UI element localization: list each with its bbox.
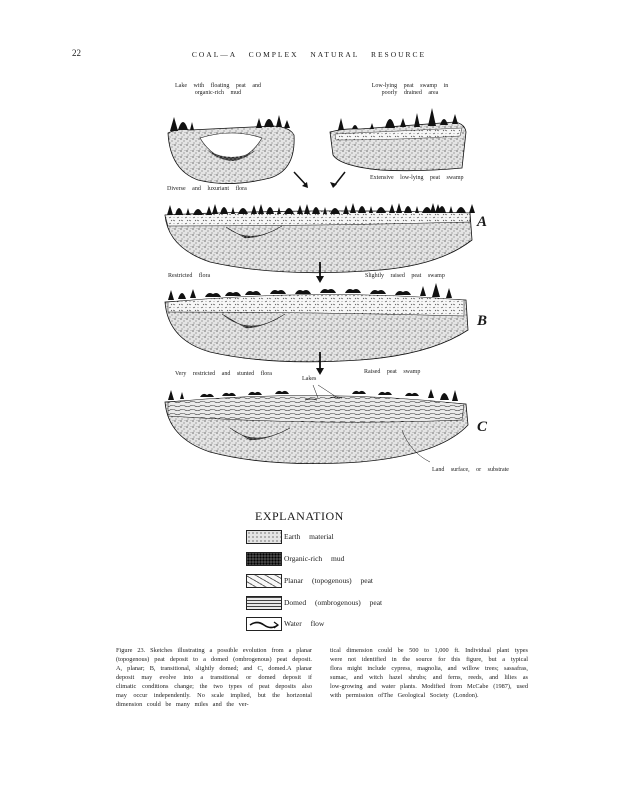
label-low-lying-swamp: Low-lying peat swamp in poorly drained area xyxy=(371,83,449,96)
label-very-restricted: Very restricted and stunted flora xyxy=(175,371,272,377)
earth-swatch xyxy=(246,530,282,544)
label-extensive-swamp: Extensive low-lying peat swamp xyxy=(370,175,464,181)
figure-caption-left: Figure 23. Sketches illustrating a possible evolution from a planar (topogenous) peat deposit to a domed (ombrogenous) peat deposit. A, planar; B, transitional, slightly domed; and C, domed.A planar deposit may evolve into a transitional or domed deposit if climatic conditions change; the two types of peat deposits also may occur independently. No scale implied, but the horizontal dimension could be many miles and the ver- xyxy=(116,647,312,708)
water-flow-swatch xyxy=(246,617,282,631)
label-diverse-flora: Diverse and luxuriant flora xyxy=(167,186,247,192)
water-flow-icon xyxy=(247,619,281,631)
label-lake: Lake with floating peat and organic-rich mud xyxy=(175,83,261,96)
page-number: 22 xyxy=(72,48,81,58)
stage-letter-b: B xyxy=(477,313,488,329)
legend-label: Domed (ombrogenous) peat xyxy=(284,598,383,607)
stage-letter-c: C xyxy=(477,419,488,435)
domed-swatch xyxy=(246,596,282,610)
running-title: COAL—A COMPLEX NATURAL RESOURCE xyxy=(191,50,427,59)
figure-caption-right: tical dimension could be 500 to 1,000 ft. Individual plant types were not identified in the source for this figure, but a typical flora might include cypress, magnolia, and willow trees; sassafras, sumac, and witch hazel shrubs; and ferns, reeds, and lilies as low-growing and water plants. Modified from McCabe (1987), used with permission ofThe Geological Society (London). xyxy=(330,647,528,699)
legend-label: Water flow xyxy=(284,619,325,628)
mud-swatch xyxy=(246,552,282,566)
legend-label: Planar (topogenous) peat xyxy=(284,576,373,585)
legend-label: Earth material xyxy=(284,532,334,541)
planar-swatch xyxy=(246,574,282,588)
label-slightly-raised: Slightly raised peat swamp xyxy=(365,273,445,279)
label-lakes: Lakes xyxy=(302,376,317,382)
label-restricted-flora: Restricted flora xyxy=(168,273,211,279)
label-raised-swamp: Raised peat swamp xyxy=(364,369,421,375)
label-land-surface: Land surface, or substrate xyxy=(432,467,509,473)
explanation-title: EXPLANATION xyxy=(255,509,344,523)
stage-letter-a: A xyxy=(477,214,488,230)
legend-label: Organic-rich mud xyxy=(284,554,345,563)
